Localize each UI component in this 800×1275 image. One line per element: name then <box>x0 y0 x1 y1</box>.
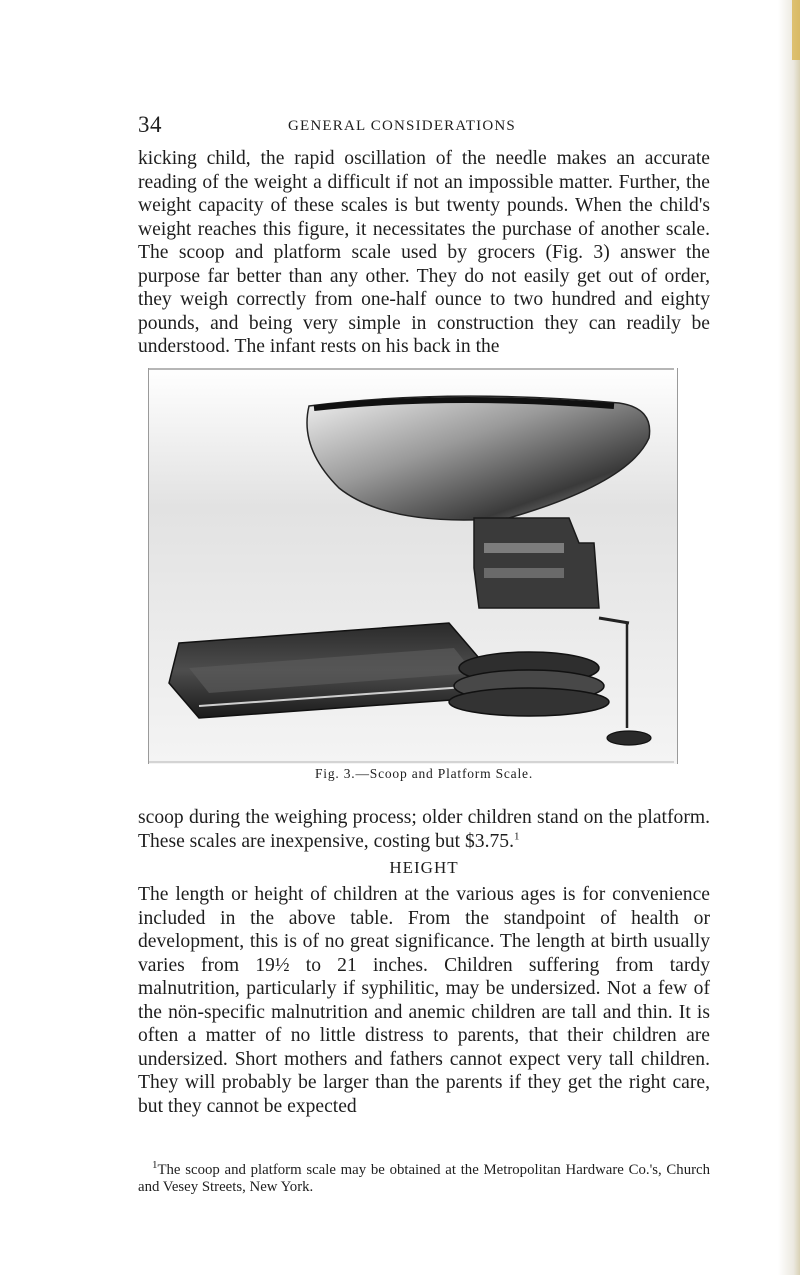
running-head: GENERAL CONSIDERATIONS <box>288 118 516 134</box>
footnote-mark: 1 <box>152 1159 158 1172</box>
counterpoise-weight <box>607 731 651 745</box>
page-number: 34 <box>138 112 162 137</box>
section-heading-height: HEIGHT <box>389 858 459 877</box>
footnote-text: The scoop and platform scale may be obtained at the Metropolitan Hardware Co.'s, Church and Vesey Streets, New York. <box>138 1162 710 1195</box>
page-edge-shadow <box>778 0 800 1275</box>
page-edge-gilt <box>792 0 800 60</box>
figure-caption: Fig. 3.—Scoop and Platform Scale. <box>314 766 533 781</box>
footnote-reference: 1 <box>513 829 520 842</box>
paragraph-3: The length or height of children at the various ages is for convenience included in the above table. From the standpoint of health or development, this is of no great significance. The length at birth usually varies from 19½ to 21 inches. Children suffering from tardy malnutrition, particularly if syphilitic, may be undersized. Not a few of the nön-specific malnutrition and anemic children are tall and thin. It is often a matter of no little distress to parents, that their children are undersized. Short mothers and fathers cannot expect very tall children. They will probably be larger than the parents if they get the right care, but they cannot be expected <box>138 884 710 1117</box>
figure-photo-scoop-platform-scale <box>148 368 678 764</box>
paragraph-2-text: scoop during the weighing process; older children stand on the platform. These scales are inexpensive, costing but $3.75. <box>138 807 710 852</box>
page-header <box>138 112 708 138</box>
paragraph-1: kicking child, the rapid oscillation of the needle makes an accurate reading of the weight a difficult if not an impossible matter. Further, the weight capacity of these scales is but twenty pounds. When the child's weight reaches this figure, it necessitates the purchase of another scale. The scoop and platform scale used by grocers (Fig. 3) answer the purpose far better than any other. They do not easily get out of order, they weigh correctly from one-half ounce to two hundred and eighty pounds, and being very simple in construction they can readily be understood. The infant rests on his back in the <box>138 148 710 357</box>
scale-illustration <box>149 368 677 764</box>
footnote <box>138 1159 710 1196</box>
paragraph-2 <box>138 806 710 853</box>
